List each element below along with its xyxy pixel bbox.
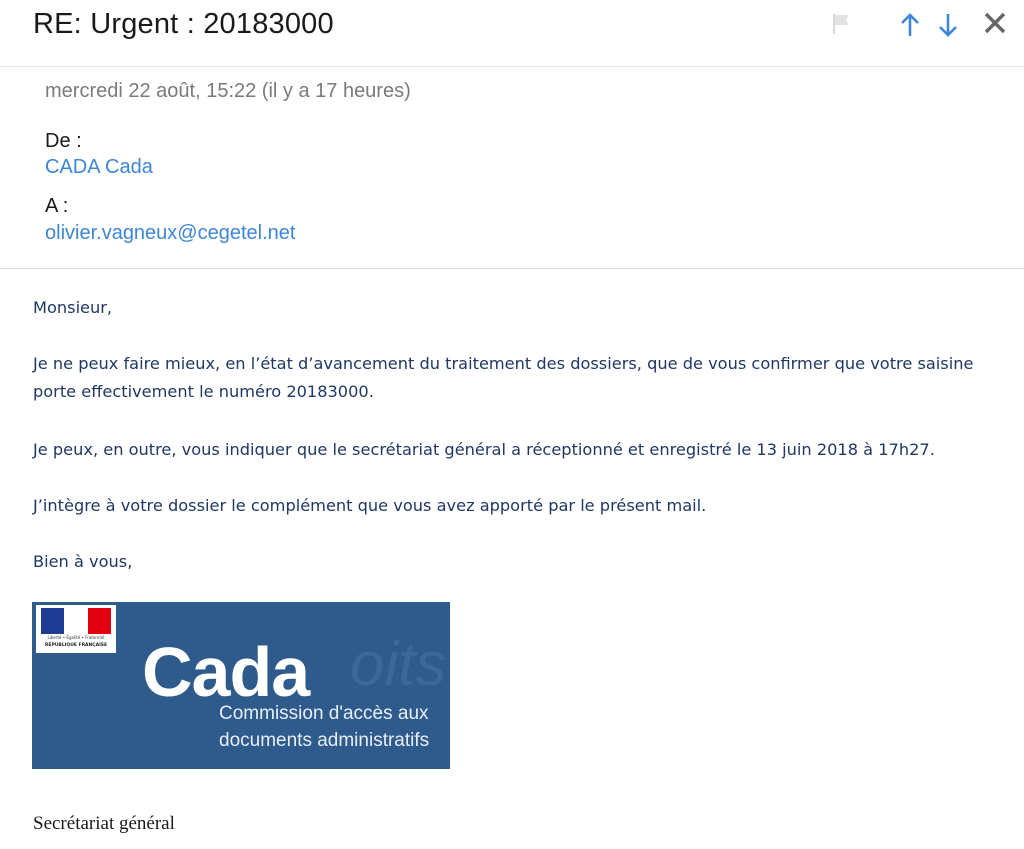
flag-icon[interactable] xyxy=(828,10,856,38)
republique-francaise-logo xyxy=(36,605,116,653)
message-subject: RE: Urgent : 20183000 xyxy=(33,8,334,40)
logo-wordmark: Cada xyxy=(142,633,310,711)
rf-name: RÉPUBLIQUE FRANÇAISE xyxy=(44,643,108,648)
signature: Secrétariat général xyxy=(33,813,175,834)
sender-link[interactable]: CADA Cada xyxy=(45,156,153,178)
body-paragraph: Je peux, en outre, vous indiquer que le secrétariat général a réceptionné et enregistré le 13 juin 2018 à 17h27. xyxy=(33,440,935,459)
logo-subtitle: documents administratifs xyxy=(219,730,430,751)
from-label: De : xyxy=(45,130,82,152)
logo-subtitle: Commission d'accès aux xyxy=(219,703,429,724)
arrow-up-icon[interactable] xyxy=(896,10,924,40)
message-date: mercredi 22 août, 15:22 (il y a 17 heures) xyxy=(45,80,411,102)
recipient-link[interactable]: olivier.vagneux@cegetel.net xyxy=(45,222,296,244)
body-closing: Bien à vous, xyxy=(33,552,133,571)
arrow-down-icon[interactable] xyxy=(934,10,962,40)
close-icon[interactable] xyxy=(980,8,1010,38)
body-paragraph: Je ne peux faire mieux, en l’état d’avancement du traitement des dossiers, que de vous confirmer que votre saisine porte effectivement le numéro 20183000. xyxy=(33,354,974,401)
tricolor-flag-icon xyxy=(41,608,111,634)
body-greeting: Monsieur, xyxy=(33,298,113,317)
cada-logo xyxy=(32,602,450,769)
to-label: A : xyxy=(45,195,69,217)
logo-ghost-text: oits xyxy=(350,630,447,699)
body-paragraph: J’intègre à votre dossier le complément que vous avez apporté par le présent mail. xyxy=(33,496,707,515)
message-header xyxy=(0,0,1024,67)
rf-motto: Liberté • Égalité • Fraternité xyxy=(47,635,105,640)
message-meta xyxy=(0,67,1024,269)
